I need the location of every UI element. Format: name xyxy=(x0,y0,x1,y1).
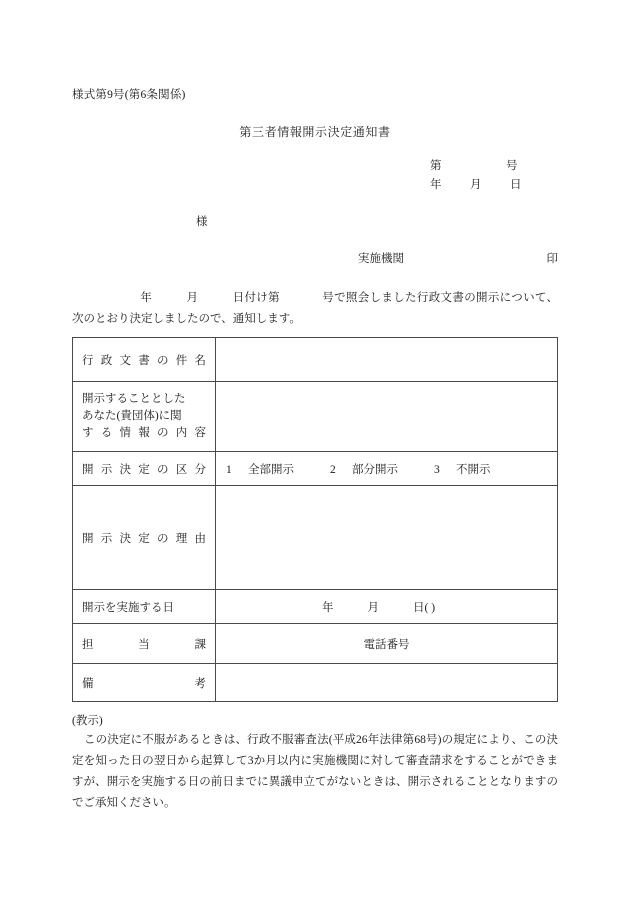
label-char: の xyxy=(157,354,169,367)
label-char: 示 xyxy=(100,463,113,476)
row-value-remarks[interactable] xyxy=(216,664,558,702)
document-title: 第三者情報開示決定通知書 xyxy=(239,125,391,139)
label-char: 示 xyxy=(100,532,113,545)
label-char: 情 xyxy=(119,427,131,439)
reference-date-day: 日 xyxy=(510,179,522,191)
intro-month: 月 xyxy=(186,292,199,304)
label-char: 名 xyxy=(194,354,206,367)
reference-number-prefix: 第 xyxy=(430,160,442,172)
label-char: 件 xyxy=(175,354,188,367)
label-char: 書 xyxy=(138,354,150,367)
label-char: す xyxy=(82,427,94,439)
date-year-label: 年 xyxy=(322,601,334,614)
label-char: 内 xyxy=(175,427,188,439)
label-char: 決 xyxy=(119,532,131,545)
row-value-decision-reason[interactable] xyxy=(216,486,558,590)
label-char: 区 xyxy=(175,463,188,476)
reference-date-year: 年 xyxy=(430,179,442,191)
label-char: 課 xyxy=(194,638,206,651)
table-row-decision-reason xyxy=(73,486,558,590)
decision-category-options xyxy=(226,461,547,477)
table-row-disclosed-information xyxy=(73,382,558,452)
row-label-implementation-date xyxy=(73,590,216,624)
row-label-remarks xyxy=(73,664,216,702)
agency-line xyxy=(358,250,558,266)
option-number: 2 xyxy=(330,463,336,476)
intro-number-suffix: 号で照会しました行政文書の開示について、次の xyxy=(72,292,559,325)
label-char: 文 xyxy=(119,354,131,367)
option-label: 全部開示 xyxy=(248,463,294,476)
row-value-document-name[interactable] xyxy=(216,338,558,382)
decision-option-partial[interactable] xyxy=(330,461,398,477)
table-row-remarks xyxy=(73,664,558,702)
row-value-disclosed-information[interactable] xyxy=(216,382,558,452)
seal-label: 印 xyxy=(546,253,558,265)
decision-option-none[interactable] xyxy=(434,461,491,477)
instruction-heading: (教示) xyxy=(72,715,103,727)
decision-option-full[interactable] xyxy=(226,461,294,477)
intro-day-suffix: 日付け第 xyxy=(232,292,280,304)
label-char: る xyxy=(100,427,113,439)
implementation-date-blanks xyxy=(226,599,547,615)
label-char: 理 xyxy=(175,532,188,545)
label-char: の xyxy=(157,532,169,545)
decision-form-table xyxy=(72,337,558,702)
reference-number-row xyxy=(430,157,522,176)
row-value-implementation-date[interactable] xyxy=(216,590,558,624)
table-row-document-name xyxy=(73,338,558,382)
label-char: 考 xyxy=(194,677,206,690)
label-char: 報 xyxy=(138,427,150,439)
addressee-honorific: 様 xyxy=(196,216,208,228)
label-char: 開 xyxy=(82,463,94,476)
row-value-decision-category xyxy=(216,452,558,486)
date-month-label: 月 xyxy=(367,601,379,614)
label-char: 定 xyxy=(138,532,150,545)
label-line: あなた(貴団体)に関 xyxy=(82,410,182,422)
option-label: 部分開示 xyxy=(352,463,398,476)
label-char: の xyxy=(157,463,169,476)
label-char: 決 xyxy=(119,463,131,476)
date-day-label: 日( ) xyxy=(413,601,436,614)
reference-date-month: 月 xyxy=(470,179,482,191)
label-char: の xyxy=(157,427,169,439)
table-row-implementation-date xyxy=(73,590,558,624)
row-label-responsible-section xyxy=(73,624,216,664)
label-char: 定 xyxy=(138,463,150,476)
row-label-document-name xyxy=(73,338,216,382)
label-char: 容 xyxy=(194,427,206,439)
label-char: 由 xyxy=(194,532,206,545)
label-line xyxy=(82,425,206,442)
reference-block xyxy=(430,157,522,195)
label-char: 分 xyxy=(194,463,206,476)
label-char: 開 xyxy=(82,532,94,545)
row-value-phone-number[interactable]: 電話番号 xyxy=(216,624,558,664)
label-char: 行 xyxy=(82,354,94,367)
table-row-decision-category xyxy=(73,452,558,486)
row-label-decision-category xyxy=(73,452,216,486)
label-line: 開示を実施する日 xyxy=(82,601,174,614)
row-label-decision-reason xyxy=(73,486,216,590)
option-label: 不開示 xyxy=(456,463,491,476)
intro-line2: とおり決定しましたので、通知します。 xyxy=(95,313,301,325)
instruction-body: この決定に不服があるときは、行政不服審査法(平成26年法律第68号)の規定により、この決定を知った日の翌日から起算して3か月以内に実施機関に対して審査請求をすることができますが、開示を実施する日の前日までに異議申立てがないときは、開示されることとなりますのでご承知ください。 xyxy=(72,734,558,809)
reference-date-row xyxy=(430,176,522,195)
label-char: 備 xyxy=(82,677,94,690)
label-line: 開示することとした xyxy=(82,393,186,405)
label-char: 政 xyxy=(100,354,113,367)
label-char: 当 xyxy=(138,638,150,651)
label-char: 担 xyxy=(82,638,94,651)
table-row-responsible-section xyxy=(73,624,558,664)
intro-paragraph xyxy=(72,288,558,330)
option-number: 3 xyxy=(434,463,440,476)
reference-number-suffix: 号 xyxy=(506,160,518,172)
option-number: 1 xyxy=(226,463,232,476)
agency-label: 実施機関 xyxy=(358,253,404,265)
intro-year: 年 xyxy=(140,292,153,304)
form-number: 様式第9号(第6条関係) xyxy=(72,89,186,101)
row-label-disclosed-information xyxy=(73,382,216,452)
